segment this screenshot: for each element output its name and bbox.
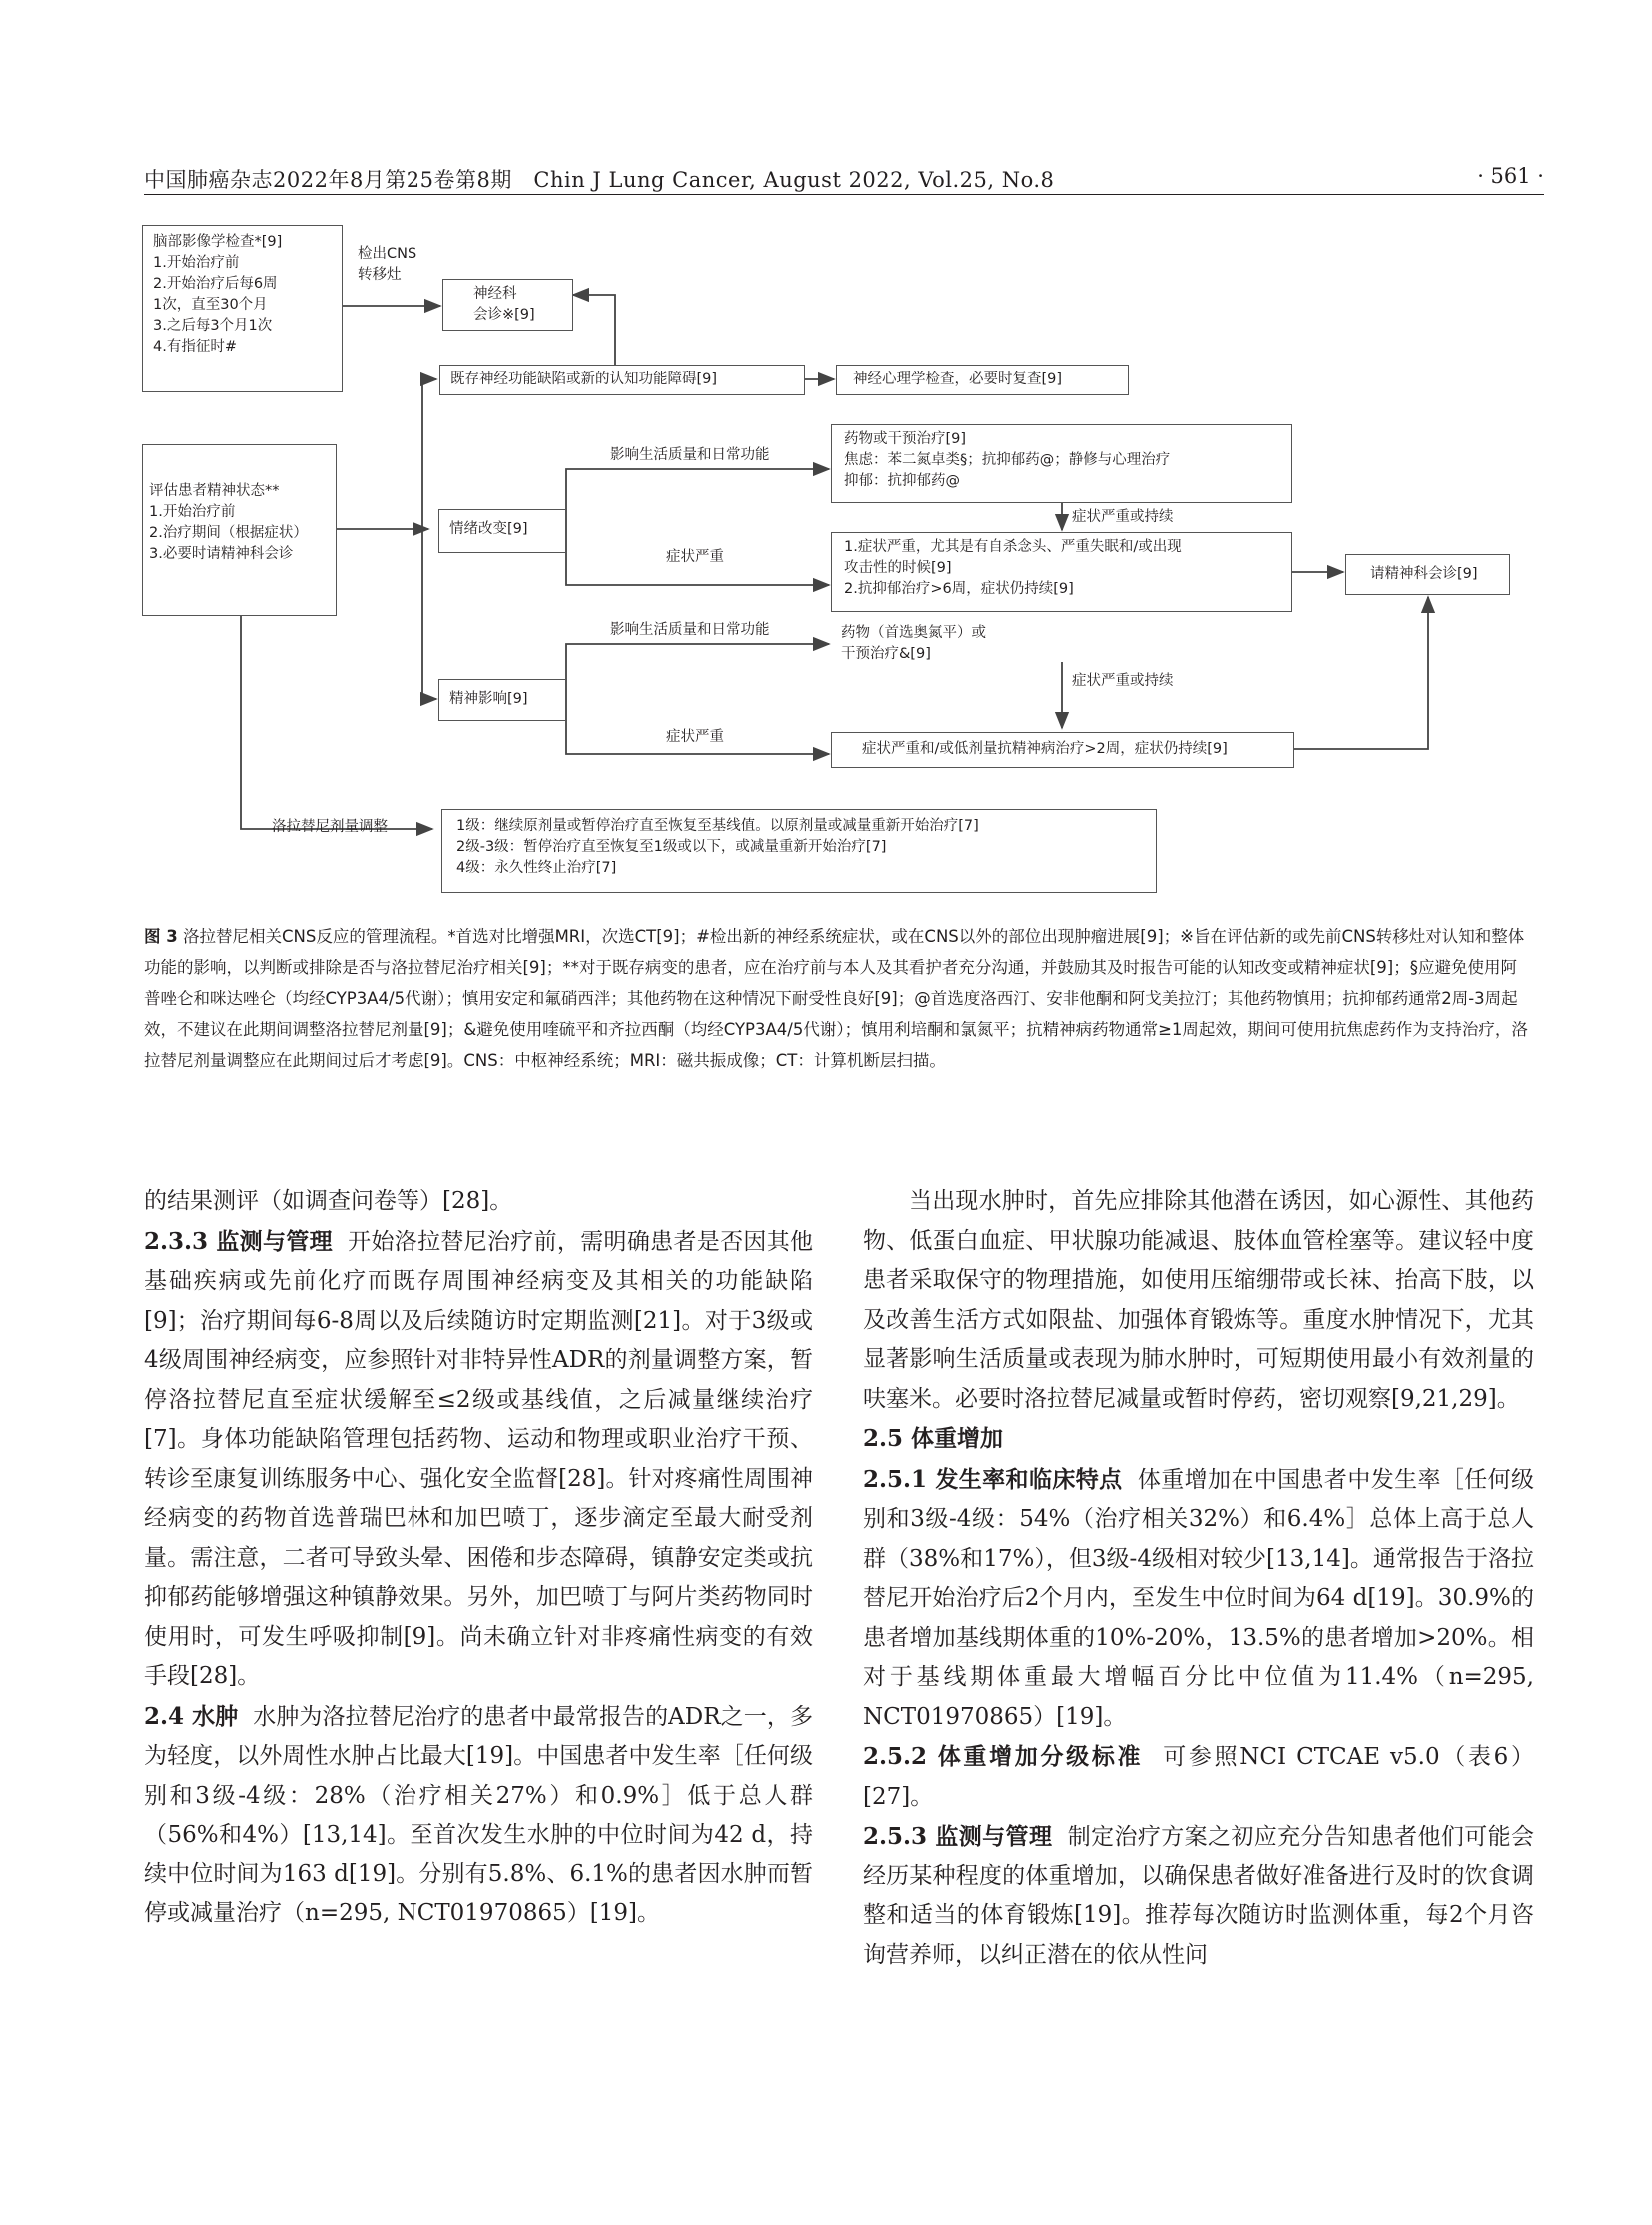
section-heading: 2.5 体重增加 xyxy=(863,1425,1004,1452)
mood-severe-box: 1.症状严重，尤其是有自杀念头、严重失眠和/或出现 攻击性的时候[9] 2.抗抑郁治疗>6周，症状仍持续[9] xyxy=(831,532,1292,612)
psy-qol-label: 影响生活质量和日常功能 xyxy=(610,622,770,638)
journal-en: Chin J Lung Cancer, August 2022, Vol.25, No.8 xyxy=(533,168,1055,192)
paragraph: 当出现水肿时，首先应排除其他潜在诱因，如心源性、其他药物、低蛋白血症、甲状腺功能减退、肢体血管栓塞等。建议轻中度患者采取保守的物理措施，如使用压缩绷带或长袜、抬高下肢，以及改善生活方式如限盐、加强体育锻炼等。重度水肿情况下，尤其显著影响生活质量或表现为肺水肿时，可短期使用最小有效剂量的呋塞米。必要时洛拉替尼减量或暂时停药，密切观察[9,21,29]。 xyxy=(863,1188,1534,1412)
figure-label: 图 3 xyxy=(144,927,178,946)
detect-cns-label: 检出CNS 转移灶 xyxy=(358,246,417,283)
mood-change-box: 情绪改变[9] xyxy=(438,509,566,553)
cognitive-box: 既存神经功能缺陷或新的认知功能障碍[9] xyxy=(439,365,805,395)
section-heading: 2.5.3 监测与管理 xyxy=(863,1823,1053,1850)
worsen-label-2: 症状严重或持续 xyxy=(1072,673,1174,689)
journal-cn: 中国肺癌杂志2022年8月第25卷第8期 xyxy=(144,168,512,192)
neuro-consult-box: 神经科 会诊※[9] xyxy=(442,279,573,331)
paragraph: 的结果测评（如调查问卷等）[28]。 xyxy=(144,1188,513,1214)
figure-caption xyxy=(144,921,1532,1076)
psy-treat-box: 药物（首选奥氮平）或 干预治疗&[9] xyxy=(831,621,1041,666)
paragraph: 2.5.3 监测与管理 制定治疗方案之初应充分告知患者他们可能会经历某种程度的体重增加，以确保患者做好准备进行及时的饮食调整和适当的体育锻炼[19]。推荐每次随访时监测体重，每2个月咨询营养师，以纠正潜在的依从性问 xyxy=(863,1823,1534,1968)
severe-label-2: 症状严重 xyxy=(666,729,724,745)
left-column xyxy=(144,1182,813,1934)
flowchart xyxy=(0,0,1652,899)
paragraph: 2.5.2 体重增加分级标准 可参照NCI CTCAE v5.0（表6）[27]。 xyxy=(863,1743,1534,1810)
paragraph: 2.3.3 监测与管理 开始洛拉替尼治疗前，需明确患者是否因其他基础疾病或先前化疗而既存周围神经病变及其相关的功能缺陷[9]；治疗期间每6-8周以及后续随访时定期监测[21]。对于3级或4级周围神经病变，应参照针对非特异性ADR的剂量调整方案，暂停洛拉替尼直至症状缓解至≤2级或基线值，之后减量继续治疗[7]。身体功能缺陷管理包括药物、运动和物理或职业治疗干预、转诊至康复训练服务中心、强化安全监督[28]。针对疼痛性周围神经病变的药物首选普瑞巴林和加巴喷丁，逐步滴定至最大耐受剂量。需注意，二者可导致头晕、困倦和步态障碍，镇静安定类或抗抑郁药能够增强这种镇静效果。另外，加巴喷丁与阿片类药物同时使用时，可发生呼吸抑制[9]。尚未确立针对非疼痛性病变的有效手段[28]。 xyxy=(144,1227,814,1689)
dose-box: 1级：继续原剂量或暂停治疗直至恢复至基线值。以原剂量或减量重新开始治疗[7] 2级-3级：暂停治疗直至恢复至1级或以下，或减量重新开始治疗[7] 4级：永久性终止治疗[7] xyxy=(441,809,1157,893)
psy-severe-box: 症状严重和/或低剂量抗精神病治疗>2周，症状仍持续[9] xyxy=(831,732,1294,768)
psychotic-box: 精神影响[9] xyxy=(438,679,566,721)
section-heading: 2.4 水肿 xyxy=(144,1702,239,1730)
mood-treat-box: 药物或干预治疗[9] 焦虑：苯二氮卓类§；抗抑郁药@；静修与心理治疗 抑郁：抗抑郁药@ xyxy=(831,424,1292,503)
worsen-label-1: 症状严重或持续 xyxy=(1072,509,1174,525)
paragraph: 2.5.1 发生率和临床特点 体重增加在中国患者中发生率［任何级别和3级-4级：54%（治疗相关32%）和6.4%］总体上高于总人群（38%和17%），但3级-4级相对较少[13,14]。通常报告于洛拉替尼开始治疗后2个月内，至发生中位时间为64 d[19]。30.9%的患者增加基线期体重的10%-20%，13.5%的患者增加>20%。相对于基线期体重最大增幅百分比中位值为11.4%（n=295, NCT01970865）[19]。 xyxy=(863,1465,1534,1730)
severe-label-1: 症状严重 xyxy=(666,549,724,565)
section-heading: 2.5.2 体重增加分级标准 xyxy=(863,1743,1144,1770)
psych-consult-box: 请精神科会诊[9] xyxy=(1345,554,1510,595)
right-column xyxy=(863,1182,1534,1975)
figure-caption-text: 洛拉替尼相关CNS反应的管理流程。*首选对比增强MRI，次选CT[9]；#检出新的神经系统症状，或在CNS以外的部位出现肿瘤进展[9]；※旨在评估新的或先前CNS转移灶对认知和整体功能的影响，以判断或排除是否与洛拉替尼治疗相关[9]；**对于既存病变的患者，应在治疗前与本人及其看护者充分沟通，并鼓励其及时报告可能的认知改变或精神症状[9]；§应避免使用阿普唑仑和咪达唑仑（均经CYP3A4/5代谢）；慎用安定和氟硝西泮；其他药物在这种情况下耐受性良好[9]；@首选度洛西汀、安非他酮和阿戈美拉汀；其他药物慎用；抗抑郁药通常2周-3周起效，不建议在此期间调整洛拉替尼剂量[9]；&避免使用喹硫平和齐拉西酮（均经CYP3A4/5代谢）；慎用利培酮和氯氮平；抗精神病药物通常≥1周起效，期间可使用抗焦虑药作为支持治疗，洛拉替尼剂量调整应在此期间过后才考虑[9]。CNS：中枢神经系统；MRI：磁共振成像；CT：计算机断层扫描。 xyxy=(144,927,1528,1070)
paragraph xyxy=(863,1419,1534,1460)
brain-imaging-box: 脑部影像学检查*[9] 1.开始治疗前 2.开始治疗后每6周 1次，直至30个月 3.之后每3个月1次 4.有指征时# xyxy=(142,225,343,392)
section-heading: 2.3.3 监测与管理 xyxy=(144,1227,333,1255)
page-number: · 561 · xyxy=(1477,164,1544,188)
dose-adj-label: 洛拉替尼剂量调整 xyxy=(272,819,388,835)
paragraph: 2.4 水肿 水肿为洛拉替尼治疗的患者中最常报告的ADR之一，多为轻度，以外周性水肿占比最大[19]。中国患者中发生率［任何级别和3级-4级：28%（治疗相关27%）和0.9%］低于总人群（56%和4%）[13,14]。至首次发生水肿的中位时间为42 d，持续中位时间为163 d[19]。分别有5.8%、6.1%的患者因水肿而暂停或减量治疗（n=295, NCT01970865）[19]。 xyxy=(144,1702,813,1926)
mood-qol-label: 影响生活质量和日常功能 xyxy=(610,447,770,463)
neuropsych-box: 神经心理学检查，必要时复查[9] xyxy=(836,365,1129,395)
section-heading: 2.5.1 发生率和临床特点 xyxy=(863,1465,1123,1493)
mental-eval-box: 评估患者精神状态** 1.开始治疗前 2.治疗期间（根据症状） 3.必要时请精神科会诊 xyxy=(142,444,337,616)
